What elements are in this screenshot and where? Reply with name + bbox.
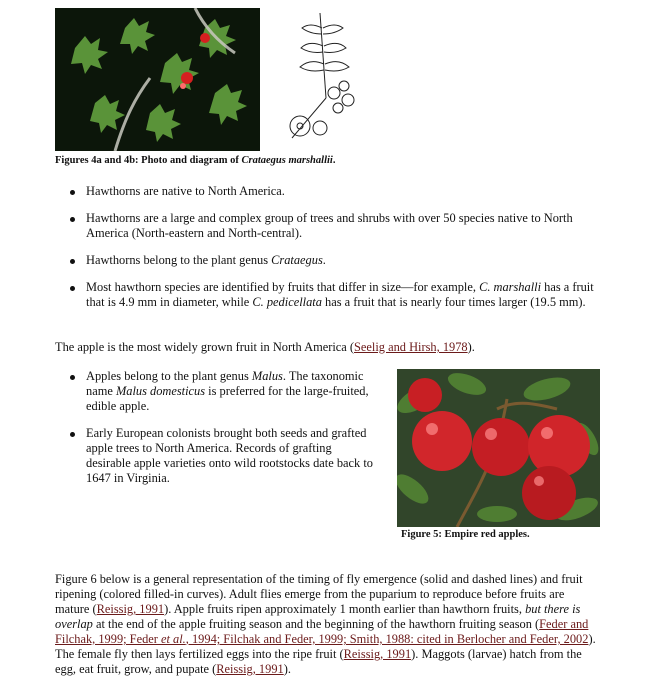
paragraph-text: ). [283, 662, 291, 676]
hawthorn-photo [55, 8, 260, 151]
paragraph-text: Figure 6 below is a general representation of the timing of fly emergence (solid and dashed lines) and fruit ripening (colored filled-in curves). Adult flies emerge from the puparium to reproduce before fruits are mature ( [55, 572, 583, 616]
hawthorn-fruit-text-a: Most hawthorn species are identified by fruits that differ in size—for example, [86, 280, 480, 294]
apple-colonists-text: Early European colonists brought both seeds and grafted apple trees to North America. Records of grafting desirable apple varieties onto wild rootstocks date back to 1647 in Virginia. [86, 426, 373, 485]
list-item [68, 426, 373, 486]
figure-6-paragraph [55, 572, 600, 677]
emphasis-text: but there is overlap [55, 602, 581, 631]
hawthorn-diagram-art [282, 8, 364, 146]
apple-bullet-list [68, 369, 373, 486]
figure-4-caption [55, 155, 335, 166]
hawthorn-genus-text: Hawthorns belong to the plant genus [86, 253, 272, 267]
citation-link[interactable]: Reissig, 1991 [216, 662, 284, 676]
apple-photo [397, 369, 600, 527]
paragraph-text: ). Maggots (larvae) hatch from the egg, eat fruit, grow, and pupate ( [55, 647, 582, 676]
genus-malus: Malus [251, 369, 283, 383]
paragraph-text: ). Apple fruits ripen approximately 1 month earlier than hawthorn fruits, [164, 602, 526, 616]
figure-4-caption-species: Crataegus marshallii [241, 155, 333, 166]
hawthorn-native-text: Hawthorns are native to North America. [86, 184, 285, 198]
list-item [68, 253, 608, 268]
species-malus-domesticus: Malus domesticus [115, 384, 206, 398]
apple-intro-paragraph [55, 340, 600, 355]
paragraph-text: ). The female fly then lays fertilized eggs into the ripe fruit ( [55, 632, 596, 661]
species-pedicellata: C. pedicellata [252, 295, 322, 309]
figure-4-caption-end: . [332, 155, 336, 166]
apple-genus-text-a: Apples belong to the plant genus [86, 369, 252, 383]
figure-4-caption-text: Figures 4a and 4b: Photo and diagram of [55, 155, 242, 166]
apple-intro-text: The apple is the most widely grown fruit in North America ( [55, 340, 355, 354]
list-item [68, 369, 373, 414]
citation-link[interactable]: Seelig and Hirsh, 1978 [354, 340, 468, 354]
citation-et-al: et al. [161, 632, 186, 646]
species-marshalli: C. marshalli [479, 280, 542, 294]
list-item [68, 184, 608, 199]
apple-photo-art [397, 369, 600, 527]
list-item [68, 280, 608, 310]
hawthorn-fruit-text-e: has a fruit that is nearly four times larger (19.5 mm). [321, 295, 586, 309]
hawthorn-genus-name: Crataegus [271, 253, 323, 267]
citation-link[interactable]: Reissig, 1991 [343, 647, 412, 661]
paragraph-text: at the end of the apple fruiting season and the beginning of the hawthorn fruiting season ( [92, 617, 540, 631]
hawthorn-photo-art [55, 8, 260, 151]
hawthorn-diagram [282, 8, 364, 146]
figure-5-caption: Figure 5: Empire red apples. [401, 529, 530, 540]
citation-link[interactable]: Reissig, 1991 [96, 602, 165, 616]
citation-text: , 1994; Filchak and Feder, 1999; Smith, 1988: cited in Berlocher and Feder, 2002 [185, 632, 589, 646]
hawthorn-genus-end: . [322, 253, 326, 267]
apple-genus-text-c: . The taxonomic name [86, 369, 364, 398]
hawthorn-species-text: Hawthorns are a large and complex group of trees and shrubs with over 50 species native to North America (North-eastern and North-central). [86, 211, 573, 240]
citation-text: Feder and Filchak, 1999; Feder [55, 617, 589, 646]
apple-intro-end: ). [467, 340, 475, 354]
hawthorn-fruit-text-c: has a fruit that is 4.9 mm in diameter, while [86, 280, 594, 309]
hawthorn-bullet-list [68, 184, 608, 310]
list-item [68, 211, 608, 241]
apple-genus-text-e: is preferred for the large-fruited, edible apple. [86, 384, 369, 413]
